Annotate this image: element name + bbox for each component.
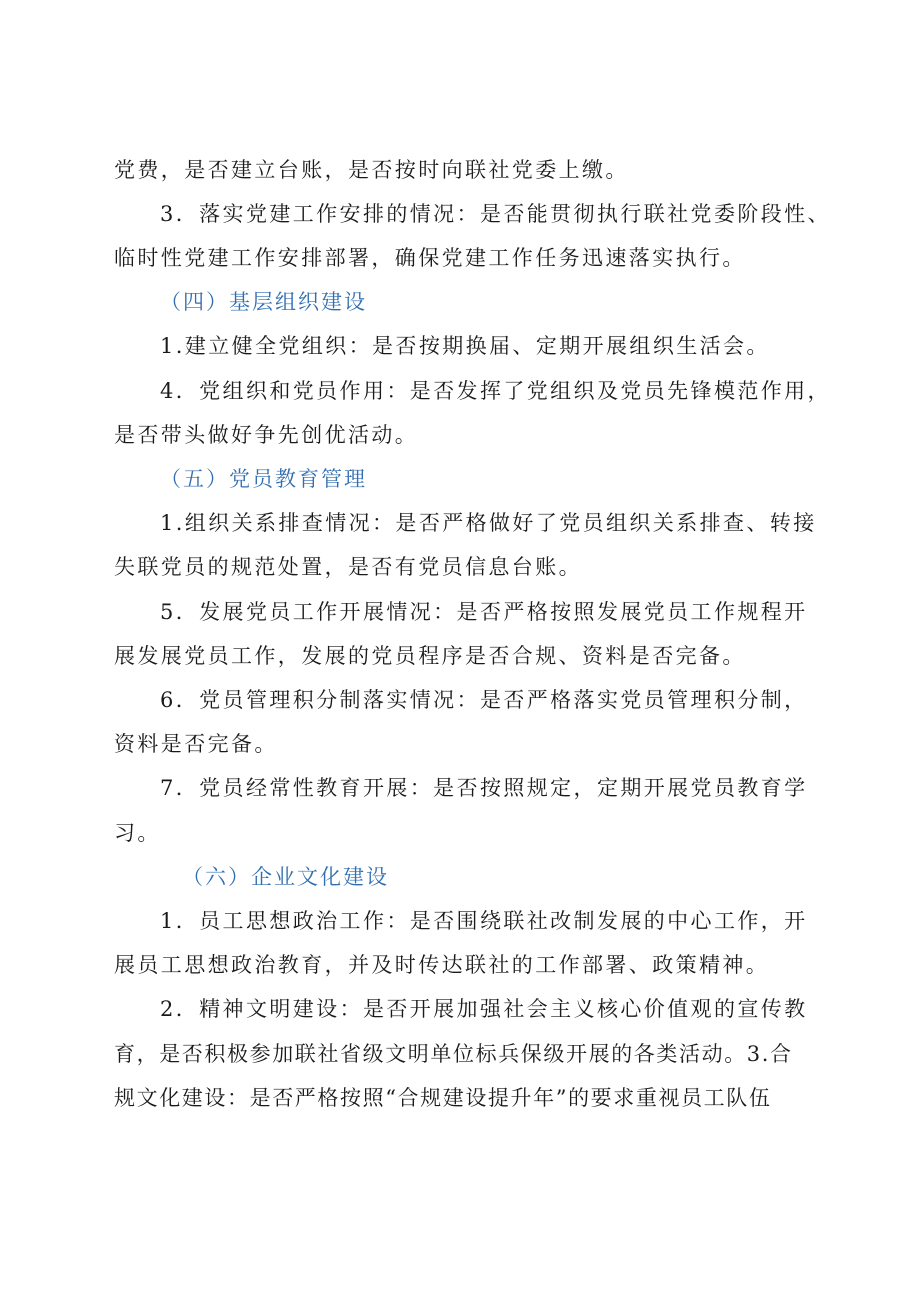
text-line: 6．党员管理积分制落实情况：是否严格落实党员管理积分制，: [160, 688, 808, 712]
text-line: 展发展党员工作，发展的党员程序是否合规、资料是否完备。: [114, 644, 746, 668]
text-line: 3．落实党建工作安排的情况：是否能贯彻执行联社党委阶段性、: [160, 202, 831, 226]
text-line: 5．发展党员工作开展情况：是否严格按照发展党员工作规程开: [160, 600, 808, 624]
text-line: 失联党员的规范处置，是否有党员信息台账。: [114, 555, 582, 579]
text-line: 1.建立健全党组织：是否按期换届、定期开展组织生活会。: [160, 334, 770, 358]
text-line: 临时性党建工作安排部署，确保党建工作任务迅速落实执行。: [114, 246, 746, 270]
text-line: 党费，是否建立台账，是否按时向联社党委上缴。: [114, 158, 629, 182]
text-line: 4．党组织和党员作用：是否发挥了党组织及党员先锋模范作用，: [160, 379, 831, 403]
section-heading: （六）企业文化建设: [182, 865, 389, 889]
text-line: 1.组织关系排查情况：是否严格做好了党员组织关系排查、转接: [160, 511, 817, 535]
text-line: 是否带头做好争先创优活动。: [114, 423, 419, 447]
text-line: 规文化建设：是否严格按照“合规建设提升年”的要求重视员工队伍: [114, 1086, 772, 1110]
text-line: 1．员工思想政治工作：是否围绕联社改制发展的中心工作，开: [160, 909, 808, 933]
text-line: 资料是否完备。: [114, 732, 278, 756]
text-line: 育，是否积极参加联社省级文明单位标兵保级开展的各类活动。3.合: [114, 1042, 793, 1066]
section-heading: （四）基层组织建设: [160, 290, 367, 314]
text-line: 7．党员经常性教育开展：是否按照规定，定期开展党员教育学: [160, 776, 808, 800]
section-heading: （五）党员教育管理: [160, 467, 367, 491]
text-line: 习。: [114, 821, 161, 845]
text-line: 2．精神文明建设：是否开展加强社会主义核心价值观的宣传教: [160, 997, 808, 1021]
text-line: 展员工思想政治教育，并及时传达联社的工作部署、政策精神。: [114, 953, 770, 977]
